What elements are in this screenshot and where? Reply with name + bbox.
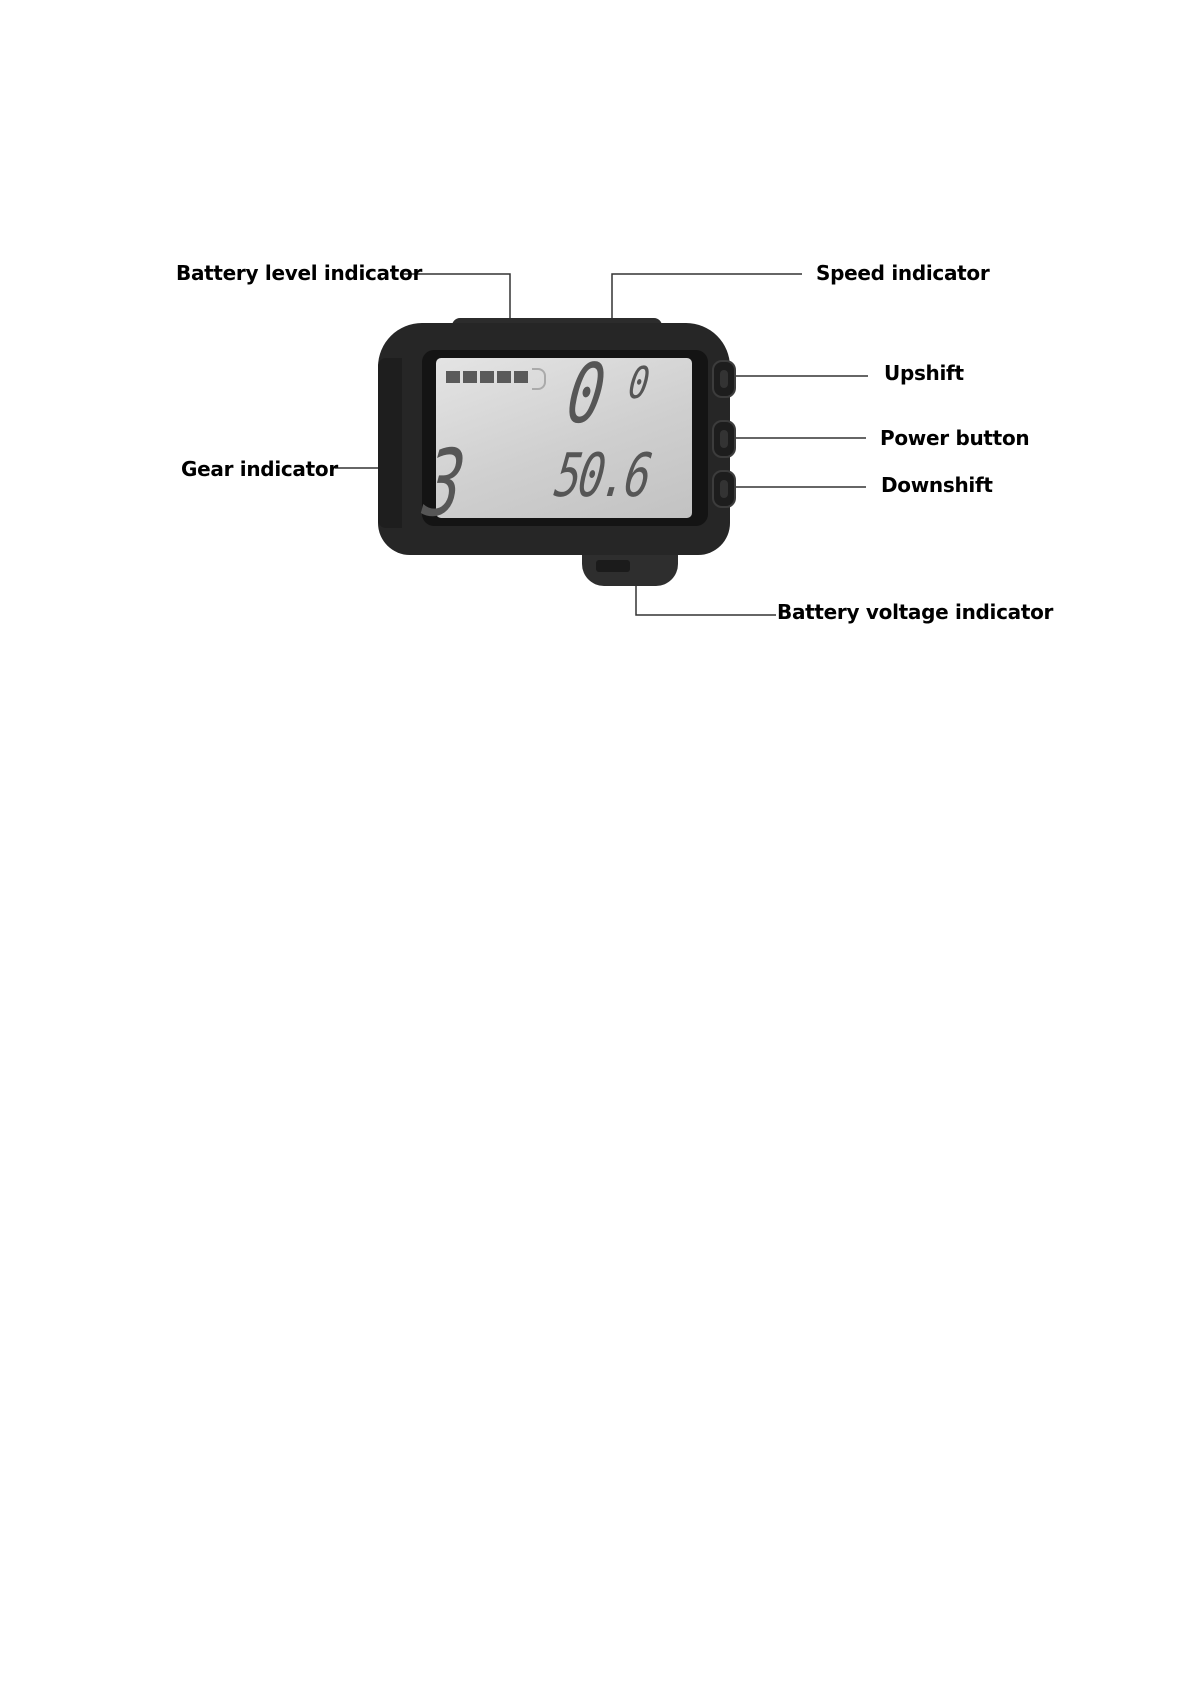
battery-bar-segment [446, 371, 460, 383]
battery-bar-segment [497, 371, 511, 383]
speed-indicator-label: Speed indicator [816, 261, 990, 285]
battery-level-indicator-label: Battery level indicator [176, 261, 423, 285]
power-button[interactable] [712, 420, 736, 458]
battery-level-indicator [446, 371, 528, 383]
battery-bar-segment [463, 371, 477, 383]
gear-indicator-label: Gear indicator [181, 457, 338, 481]
battery-bar-segment [480, 371, 494, 383]
downshift-button[interactable] [712, 470, 736, 508]
battery-voltage-value: 50.6 [550, 441, 654, 511]
downshift-label: Downshift [881, 473, 993, 497]
power-button-label: Power button [880, 426, 1030, 450]
upshift-button[interactable] [712, 360, 736, 398]
gear-value: 3 [418, 430, 471, 537]
mount-notch [596, 560, 630, 572]
speed-value: 0 [561, 347, 611, 442]
battery-voltage-indicator-label: Battery voltage indicator [777, 600, 1054, 624]
lcd-screen [418, 347, 692, 537]
speed-decimal: 0 [625, 358, 653, 409]
upshift-label: Upshift [884, 361, 964, 385]
battery-bar-segment [514, 371, 528, 383]
side-grip [378, 358, 402, 528]
battery-cap-icon [532, 368, 546, 390]
